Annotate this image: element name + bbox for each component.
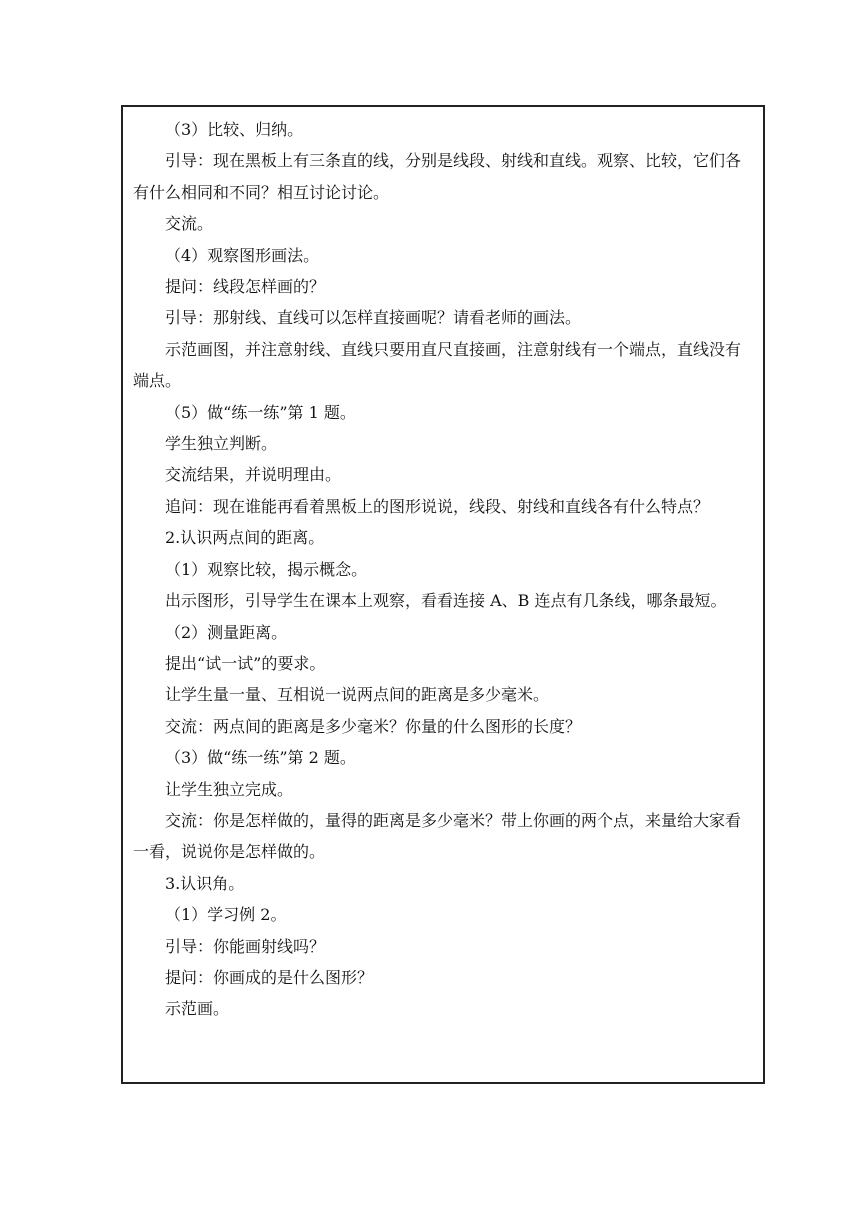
lesson-content <box>133 114 753 1025</box>
paragraph: （1）学习例 2。 <box>165 905 287 925</box>
paragraph: （3）做“练一练”第 2 题。 <box>165 748 356 768</box>
paragraph: 引导：你能画射线吗？ <box>165 936 326 956</box>
paragraph: （1）观察比较，揭示概念。 <box>165 559 368 579</box>
paragraph: （4）观察图形画法。 <box>165 245 320 265</box>
paragraph: 3.认识角。 <box>165 873 245 893</box>
paragraph: （2）测量距离。 <box>165 622 288 642</box>
paragraph: 交流：你是怎样做的，量得的距离是多少毫米？带上你画的两个点，来量给大家看一看，说说你是怎样做的。 <box>133 810 742 862</box>
paragraph: 让学生量一量、互相说一说两点间的距离是多少毫米。 <box>165 685 550 705</box>
paragraph: 2.认识两点间的距离。 <box>165 528 325 548</box>
paragraph: 提出“试一试”的要求。 <box>165 653 326 673</box>
paragraph: （3）比较、归纳。 <box>165 120 304 139</box>
paragraph: 引导：那射线、直线可以怎样直接画呢？请看老师的画法。 <box>165 308 582 328</box>
paragraph: 学生独立判断。 <box>165 434 278 454</box>
paragraph: 追问：现在谁能再看着黑板上的图形说说，线段、射线和直线各有什么特点？ <box>165 496 710 516</box>
paragraph: 提问：你画成的是什么图形？ <box>165 967 374 987</box>
paragraph: 示范画。 <box>165 999 230 1019</box>
paragraph: 让学生独立完成。 <box>165 779 294 799</box>
paragraph: 提问：线段怎样画的？ <box>165 277 326 297</box>
paragraph: 交流：两点间的距离是多少毫米？你量的什么图形的长度？ <box>165 716 582 736</box>
paragraph: 引导：现在黑板上有三条直的线，分别是线段、射线和直线。观察、比较，它们各有什么相同和不同？相互讨论讨论。 <box>133 151 742 202</box>
paragraph: 示范画图，并注意射线、直线只要用直尺直接画，注意射线有一个端点，直线没有端点。 <box>133 339 742 391</box>
lesson-plan-table-cell <box>121 105 765 1084</box>
paragraph: 交流结果，并说明理由。 <box>165 465 342 485</box>
paragraph: 出示图形，引导学生在课本上观察，看看连接 A、B 连点有几条线，哪条最短。 <box>165 591 727 611</box>
paragraph: （5）做“练一练”第 1 题。 <box>165 402 356 422</box>
paragraph: 交流。 <box>165 214 214 234</box>
